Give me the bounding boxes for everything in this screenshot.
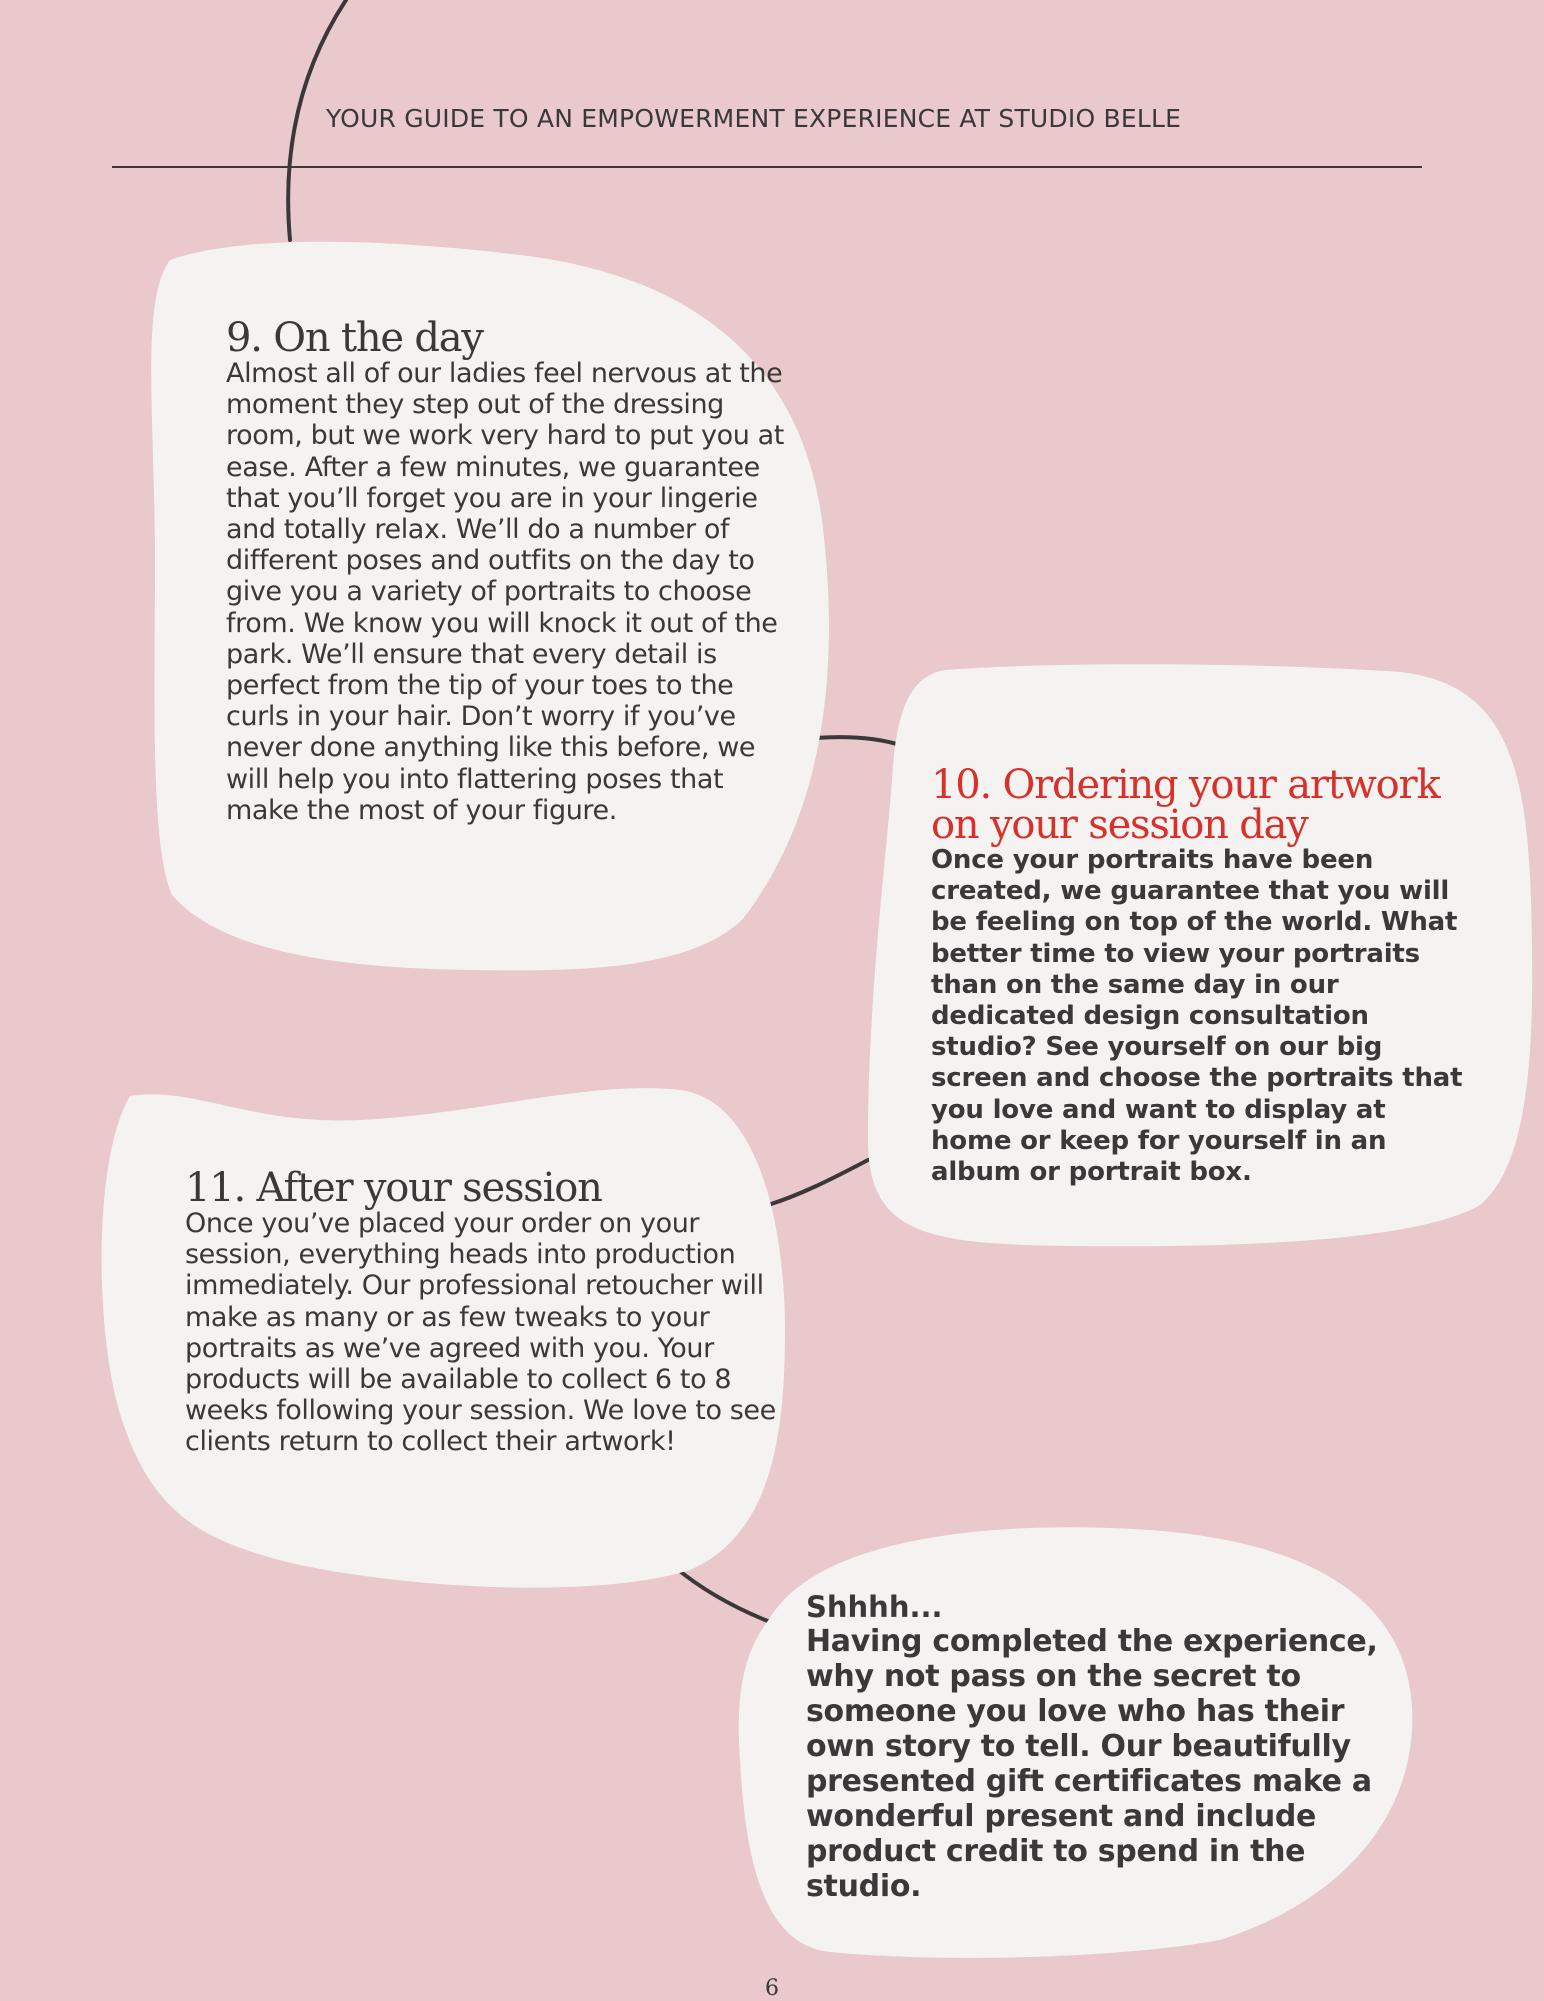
header-divider bbox=[112, 166, 1422, 168]
page-number: 6 bbox=[765, 1976, 779, 2001]
section-body: Once your portraits have been created, we guarantee that you will be feeling on top of the world. What better time to view your portraits than on the same day in our dedicated design consultation studio? See yourself on our big screen and choose the portraits that you love and want to display at home or keep for yourself in an album or portrait box. bbox=[931, 845, 1463, 1188]
document-header: YOUR GUIDE TO AN EMPOWERMENT EXPERIENCE AT STUDIO BELLE bbox=[326, 104, 1182, 133]
section-ordering-artwork bbox=[931, 762, 1471, 1188]
secret-body: Having completed the experience, why not pass on the secret to someone you love who has their own story to tell. Our beautifully presented gift certificates make a wonderful present and include product credit to spend in the studio. bbox=[806, 1624, 1378, 1904]
section-body: Almost all of our ladies feel nervous at the moment they step out of the dressing room, but we work very hard to put you at ease. After a few minutes, we guarantee that you’ll forget you are in your lingerie and totally relax. We’ll do a number of different poses and outfits on the day to give you a variety of portraits to choose from. We know you will knock it out of the park. We’ll ensure that every detail is perfect from the tip of your toes to the curls in your hair. Don’t worry if you’ve never done anything like this before, we will help you into flattering poses that make the most of your figure. bbox=[226, 358, 784, 826]
section-heading: 10. Ordering your artwork on your session day bbox=[931, 762, 1440, 848]
section-on-the-day bbox=[226, 315, 796, 826]
secret-title: Shhhh... bbox=[806, 1590, 943, 1624]
section-body: Once you’ve placed your order on your session, everything heads into production immediately. Our professional retoucher will make as many or as few tweaks to your portraits as we’ve agreed with you. Your products will be available to collect 6 to 8 weeks following your session. We love to see clients return to collect their artwork! bbox=[185, 1208, 776, 1458]
section-after-session bbox=[185, 1165, 785, 1458]
section-secret bbox=[806, 1590, 1396, 1904]
section-heading: 9. On the day bbox=[226, 315, 483, 361]
connector-curve-11-secret bbox=[676, 1568, 770, 1622]
section-heading: 11. After your session bbox=[185, 1165, 602, 1211]
